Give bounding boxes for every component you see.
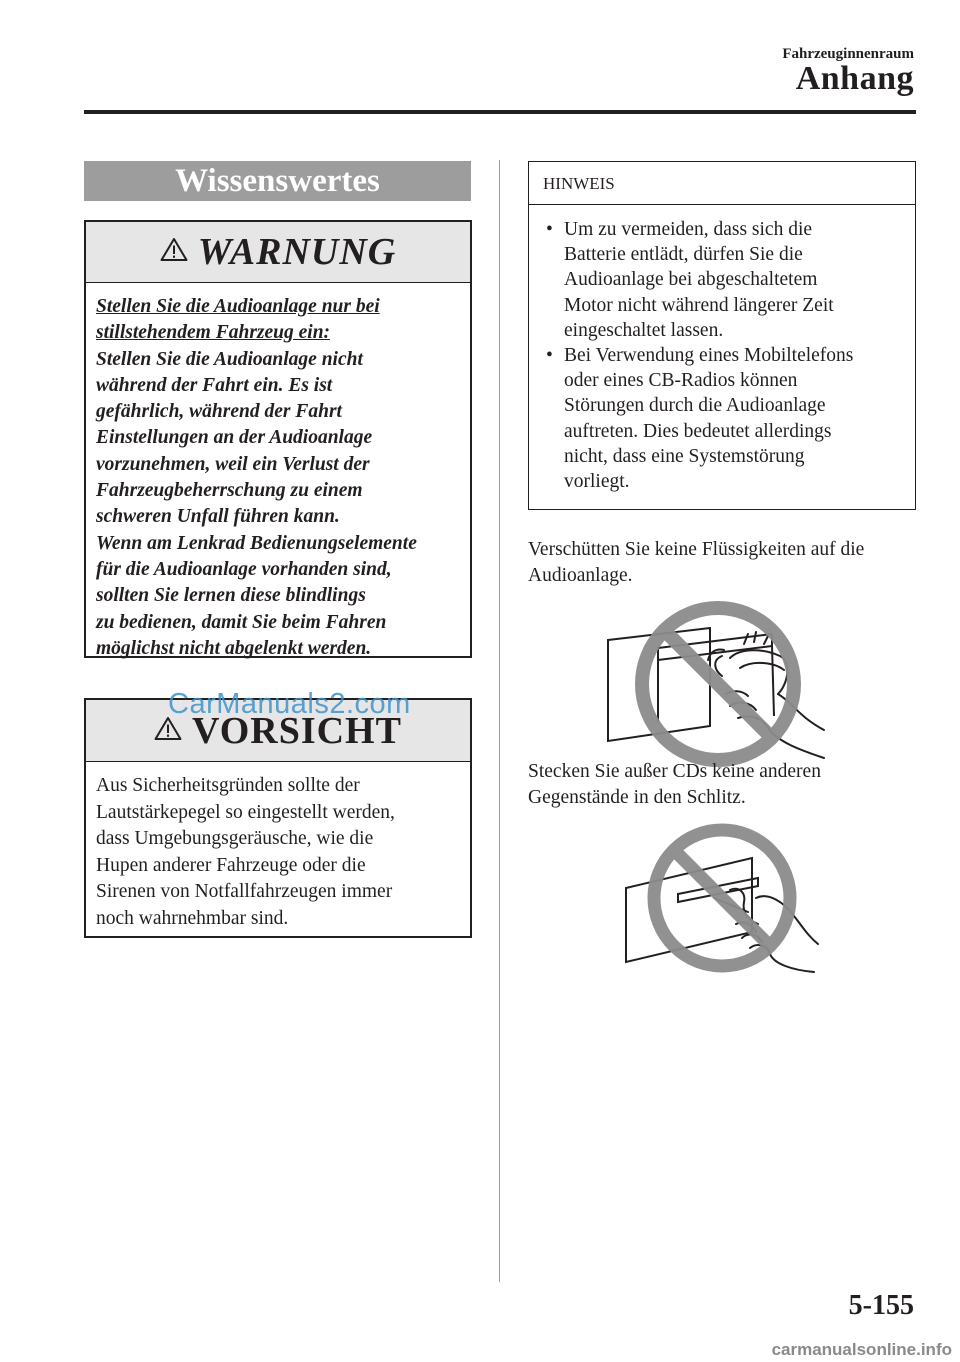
watermark-text: CarManuals2.com [168, 688, 411, 720]
warning-header [86, 222, 470, 283]
caution-line: dass Umgebungsgeräusche, wie die [96, 828, 374, 850]
section-title: Wissenswertes [84, 161, 471, 201]
warning-line: sollten Sie lernen diese blindlings [96, 585, 366, 607]
warning-triangle-icon [160, 237, 188, 267]
paragraph-line: Verschütten Sie keine Flüssigkeiten auf die [528, 539, 865, 560]
caution-line: noch wahrnehmbar sind. [96, 907, 289, 929]
caution-line: Lautstärkepegel so eingestellt werden, [96, 801, 395, 823]
warning-heading-line: stillstehendem Fahrzeug ein: [96, 322, 331, 344]
warning-line: möglichst nicht abgelenkt werden. [96, 637, 372, 659]
note-box [528, 161, 916, 510]
warning-line: für die Audioanlage vorhanden sind, [96, 558, 392, 580]
note-line: eingeschaltet lassen. [564, 319, 724, 341]
note-line: auftreten. Dies bedeutet allerdings [564, 420, 832, 442]
warning-line: Einstellungen an der Audioanlage [96, 427, 373, 449]
warning-line: Stellen Sie die Audioanlage nicht [96, 348, 363, 370]
caution-line: Sirenen von Notfallfahrzeugen immer [96, 881, 393, 903]
bullet: • [546, 219, 553, 240]
paragraph-line: Gegenstände in den Schlitz. [528, 787, 746, 808]
warning-line: vorzunehmen, weil ein Verlust der [96, 453, 370, 475]
note-line: Störungen durch die Audioanlage [564, 395, 826, 417]
warning-box [84, 220, 472, 658]
note-line: Motor nicht während längerer Zeit [564, 294, 834, 316]
warning-text [96, 294, 462, 662]
page-number: 5-155 [848, 1290, 914, 1321]
paragraph-line: Stecken Sie außer CDs keine anderen [528, 761, 821, 782]
note-line: vorliegt. [564, 471, 630, 493]
warning-title: WARNUNG [197, 231, 397, 273]
paragraph-no-foreign-objects [528, 759, 920, 811]
note-line: Bei Verwendung eines Mobiltelefons [564, 345, 854, 367]
column-divider [499, 160, 500, 1282]
warning-line: Fahrzeugbeherrschung zu einem [96, 480, 363, 502]
bullet: • [546, 345, 553, 367]
no-foreign-objects-illustration [618, 820, 826, 980]
warning-line: Wenn am Lenkrad Bedienungselemente [96, 532, 417, 554]
note-line: nicht, dass eine Systemstörung [564, 445, 805, 467]
note-line: Batterie entlädt, dürfen Sie die [564, 244, 803, 266]
note-list [543, 217, 907, 494]
caution-title: VORSICHT [192, 709, 402, 752]
note-title: HINWEIS [529, 162, 915, 205]
caution-box [84, 698, 472, 938]
footer-watermark: carmanualsonline.info [771, 1340, 952, 1359]
caution-text [96, 773, 460, 933]
warning-heading-line: Stellen Sie die Audioanlage nur bei [96, 296, 380, 317]
paragraph-no-liquids [528, 537, 920, 589]
note-line: Audioanlage bei abgeschaltetem [564, 269, 818, 291]
warning-line: gefährlich, während der Fahrt [96, 401, 342, 423]
header-chapter-title: Anhang [795, 60, 914, 97]
list-item [543, 343, 907, 494]
note-line: oder eines CB-Radios können [564, 370, 798, 392]
warning-line: schweren Unfall führen kann. [96, 506, 340, 528]
paragraph-line: Audioanlage. [528, 565, 633, 586]
list-item [543, 217, 907, 343]
no-liquids-illustration [602, 598, 834, 778]
caution-line: Aus Sicherheitsgründen sollte der [96, 775, 360, 796]
caution-line: Hupen anderer Fahrzeuge oder die [96, 854, 366, 876]
warning-line: zu bedienen, damit Sie beim Fahren [96, 611, 387, 633]
warning-line: während der Fahrt ein. Es ist [96, 374, 333, 396]
note-line: Um zu vermeiden, dass sich die [564, 219, 813, 240]
header-section-label: Fahrzeuginnenraum [782, 46, 914, 62]
header-rule [84, 110, 916, 114]
